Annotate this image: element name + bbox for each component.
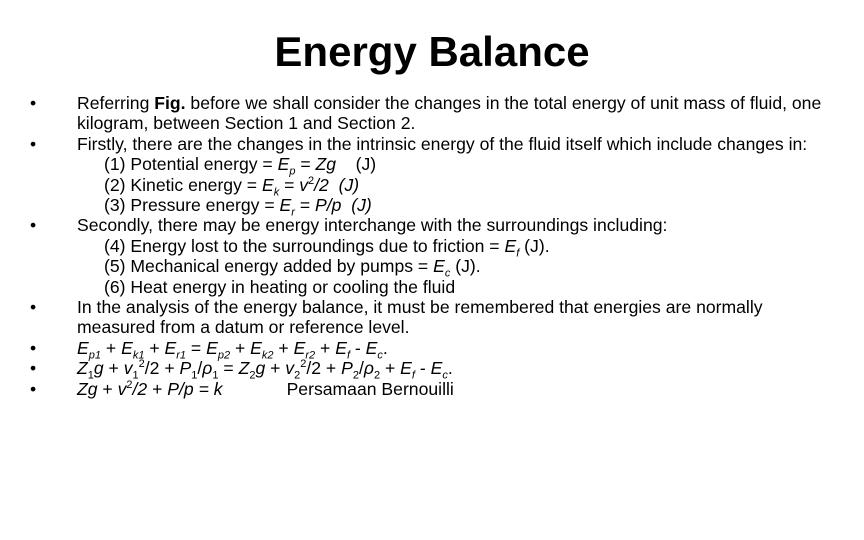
sub-item-heat-energy: (6) Heat energy in heating or cooling the fluid — [104, 276, 456, 297]
sub-item-pump-energy: (5) Mechanical energy added by pumps = $E_c$ (J). — [104, 256, 481, 280]
fig-reference: Fig. — [154, 93, 186, 113]
sub-item-pressure-energy: (3) Pressure energy = $E_r = P/p$ (J) — [104, 195, 372, 219]
equation-bernoulli-sections: • $Z_1g + v_1^2/2 + P_1/\rho_1 = Z_2g + v_2^2/2 + P_2/\rho_2 + E_f - E_c$. — [30, 358, 453, 382]
sub-item-friction-loss: (4) Energy lost to the surroundings due to friction = $E_f$ (J). — [104, 235, 550, 260]
bullet-icon: • — [30, 93, 37, 113]
sub-item-kinetic-energy: (2) Kinetic energy = $E_k = v^2/2$ (J) — [104, 174, 360, 199]
list-item: • Firstly, there are the changes in the intrinsic energy of the fluid itself which include changes in: (1) Potential energy = $E_p = Zg$ (J) (2) Kinetic energy = $E_k = v^2/2$ (J) (3) Pressure energy = $E_r = P/p$ (J) — [30, 134, 830, 216]
bernoulli-label: Persamaan Bernouilli — [286, 378, 454, 399]
bullet-icon: • — [30, 133, 37, 154]
bullet-icon: • — [30, 358, 37, 379]
bullet-icon: • — [30, 337, 37, 358]
sub-item-potential-energy: (1) Potential energy = $E_p = Zg$ (J) — [104, 154, 377, 178]
bullet-icon: • — [30, 297, 37, 318]
equation-bernoulli: • $Zg + v^2/2 + P/p = k$ Persamaan Bernouilli — [30, 378, 454, 399]
list-item: • In the analysis of the energy balance, it must be remembered that energies are normally measured from a datum or reference level. — [30, 297, 763, 338]
equation-energy-balance: • $E_{p1} + E_{k1} + E_{r1} = E_{p2} + E_{k2} + E_{r2} + E_f - E_c$. — [30, 337, 388, 362]
list-item: • Referring Fig. before we shall consider the changes in the total energy of unit mass of fluid, one kilogram, between Section 1 and Section 2. — [30, 93, 822, 134]
bullet-list — [30, 93, 830, 399]
bullet-icon: • — [30, 215, 37, 236]
page-title: Energy Balance — [274, 28, 590, 75]
bullet-icon: • — [30, 378, 37, 399]
list-item: • Secondly, there may be energy interchange with the surroundings including: (4) Energy lost to the surroundings due to friction = $E_f$ (J). (5) Mechanical energy added by pumps = $E_c$ (J). (6) Heat energy in heating or cooling the fluid — [30, 215, 830, 297]
